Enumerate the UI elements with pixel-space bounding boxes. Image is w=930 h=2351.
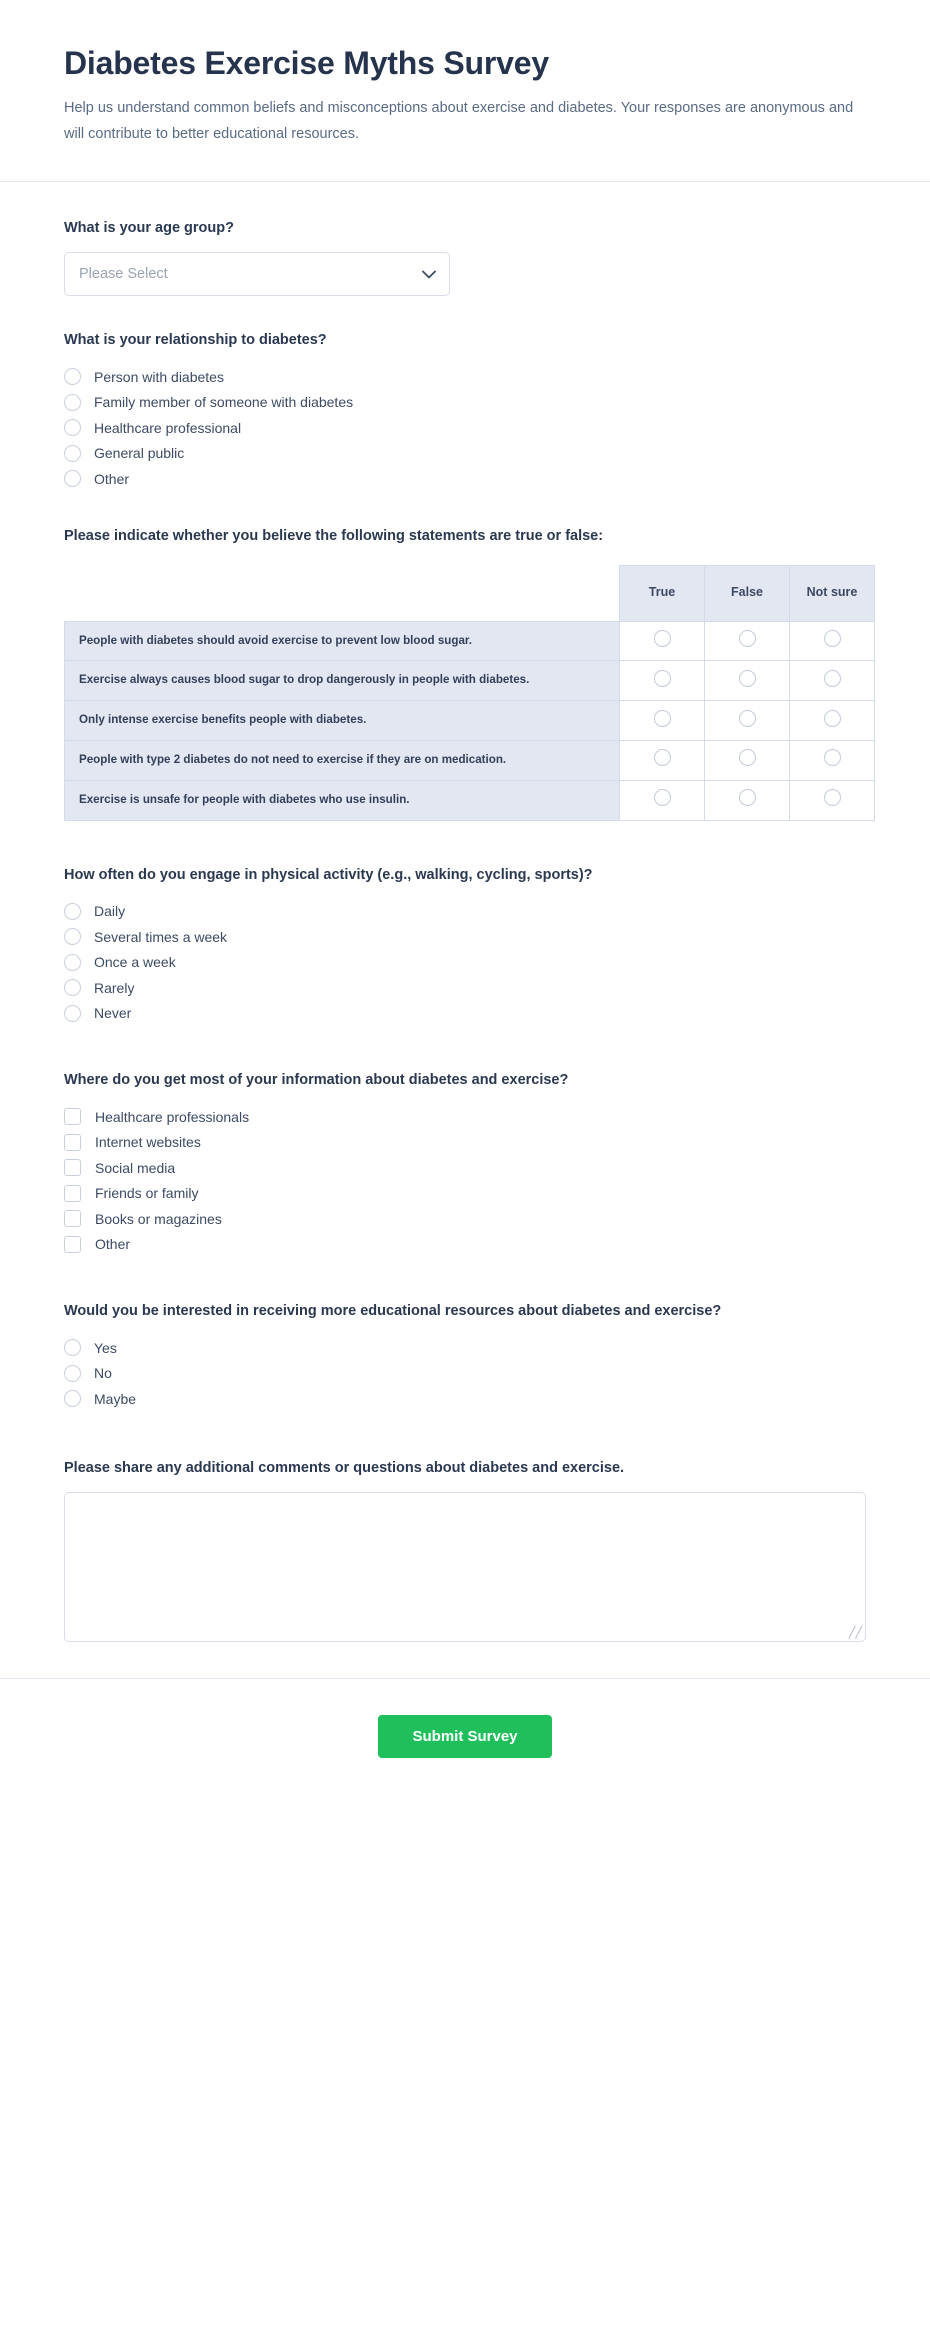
- radio-icon[interactable]: [824, 670, 841, 687]
- checkbox-icon[interactable]: [64, 1108, 81, 1125]
- checkbox-icon[interactable]: [64, 1159, 81, 1176]
- radio-icon[interactable]: [64, 1005, 81, 1022]
- question-information-sources: [64, 1070, 866, 1257]
- table-row: [65, 621, 875, 661]
- radio-icon[interactable]: [654, 710, 671, 727]
- option-label: Friends or family: [95, 1185, 199, 1202]
- submit-survey-button[interactable]: Submit Survey: [378, 1715, 551, 1758]
- option-label: Internet websites: [95, 1134, 201, 1151]
- radio-icon[interactable]: [739, 749, 756, 766]
- checkbox-option[interactable]: [64, 1155, 866, 1181]
- radio-icon[interactable]: [64, 1339, 81, 1356]
- radio-option[interactable]: [64, 364, 866, 390]
- radio-option[interactable]: [64, 899, 866, 925]
- checkbox-option[interactable]: [64, 1232, 866, 1258]
- radio-option[interactable]: [64, 415, 866, 441]
- checkbox-icon[interactable]: [64, 1185, 81, 1202]
- matrix-cell-not-sure[interactable]: [790, 701, 875, 741]
- checkbox-option[interactable]: [64, 1104, 866, 1130]
- matrix-cell-false[interactable]: [705, 661, 790, 701]
- matrix-statement: Exercise is unsafe for people with diabetes who use insulin.: [65, 780, 620, 820]
- checkbox-icon[interactable]: [64, 1134, 81, 1151]
- option-label: Family member of someone with diabetes: [94, 394, 354, 411]
- table-row: [65, 741, 875, 781]
- page-title: Diabetes Exercise Myths Survey: [64, 45, 549, 81]
- form-body: [0, 182, 930, 1642]
- option-label: General public: [94, 445, 185, 462]
- option-label: Yes: [94, 1339, 117, 1356]
- radio-icon[interactable]: [64, 470, 81, 487]
- radio-icon[interactable]: [64, 368, 81, 385]
- relationship-option-list: [64, 364, 866, 492]
- question-label-information-sources: Where do you get most of your information about diabetes and exercise?: [64, 1072, 569, 1089]
- question-label-myths-matrix: Please indicate whether you believe the following statements are true or false:: [64, 527, 604, 544]
- radio-option[interactable]: [64, 1386, 866, 1412]
- question-more-resources: [64, 1301, 866, 1412]
- radio-icon[interactable]: [64, 445, 81, 462]
- option-label: Several times a week: [94, 928, 228, 945]
- option-label: Daily: [94, 903, 126, 920]
- question-relationship: [64, 330, 866, 492]
- information-sources-option-list: [64, 1104, 866, 1257]
- radio-option[interactable]: [64, 950, 866, 976]
- radio-icon[interactable]: [64, 1365, 81, 1382]
- radio-icon[interactable]: [64, 903, 81, 920]
- matrix-statement: People with diabetes should avoid exercise to prevent low blood sugar.: [65, 621, 620, 661]
- checkbox-option[interactable]: [64, 1206, 866, 1232]
- radio-option[interactable]: [64, 1001, 866, 1027]
- matrix-statement: Exercise always causes blood sugar to drop dangerously in people with diabetes.: [65, 661, 620, 701]
- option-label: Healthcare professionals: [95, 1108, 250, 1125]
- comments-textarea[interactable]: [64, 1492, 866, 1642]
- matrix-cell-not-sure[interactable]: [790, 780, 875, 820]
- age-group-select[interactable]: [64, 252, 450, 296]
- radio-icon[interactable]: [654, 670, 671, 687]
- myths-matrix-wrap: [64, 565, 866, 821]
- option-label: Never: [94, 1005, 132, 1022]
- question-comments: [64, 1458, 866, 1642]
- myths-matrix-table: [64, 565, 875, 821]
- matrix-column-header-not-sure: Not sure: [790, 565, 875, 621]
- radio-icon[interactable]: [64, 394, 81, 411]
- option-label: Other: [95, 1236, 131, 1253]
- question-myths-matrix: [64, 526, 866, 821]
- question-label-comments: Please share any additional comments or questions about diabetes and exercise.: [64, 1459, 625, 1476]
- question-age-group: [64, 218, 866, 296]
- matrix-statement: Only intense exercise benefits people with diabetes.: [65, 701, 620, 741]
- matrix-statement: People with type 2 diabetes do not need to exercise if they are on medication.: [65, 741, 620, 781]
- radio-option[interactable]: [64, 441, 866, 467]
- matrix-cell-false[interactable]: [705, 621, 790, 661]
- matrix-cell-true[interactable]: [620, 661, 705, 701]
- option-label: Maybe: [94, 1390, 137, 1407]
- checkbox-option[interactable]: [64, 1181, 866, 1207]
- matrix-cell-true[interactable]: [620, 621, 705, 661]
- matrix-cell-true[interactable]: [620, 701, 705, 741]
- question-activity-frequency: [64, 865, 866, 1027]
- page-subtitle: Help us understand common beliefs and misconceptions about exercise and diabetes. Your responses are anonymous and will contribute to better educational resources.: [64, 100, 854, 142]
- checkbox-icon[interactable]: [64, 1236, 81, 1253]
- activity-frequency-option-list: [64, 899, 866, 1027]
- option-label: Once a week: [94, 954, 176, 971]
- resize-handle-icon[interactable]: ╱╱: [848, 1626, 862, 1639]
- form-header: [0, 0, 930, 182]
- question-label-relationship: What is your relationship to diabetes?: [64, 332, 327, 349]
- radio-icon[interactable]: [654, 749, 671, 766]
- radio-icon[interactable]: [824, 749, 841, 766]
- option-label: Rarely: [94, 979, 135, 996]
- radio-option[interactable]: [64, 466, 866, 492]
- option-label: Person with diabetes: [94, 368, 224, 385]
- radio-icon[interactable]: [64, 419, 81, 436]
- matrix-cell-false[interactable]: [705, 701, 790, 741]
- option-label: Healthcare professional: [94, 419, 242, 436]
- matrix-cell-true[interactable]: [620, 780, 705, 820]
- checkbox-icon[interactable]: [64, 1210, 81, 1227]
- option-label: Other: [94, 470, 130, 487]
- age-group-select-value: Please Select: [79, 266, 168, 283]
- matrix-cell-not-sure[interactable]: [790, 621, 875, 661]
- radio-icon[interactable]: [739, 670, 756, 687]
- matrix-corner-cell: [65, 565, 620, 621]
- table-row: [65, 661, 875, 701]
- radio-option[interactable]: [64, 1361, 866, 1387]
- radio-icon[interactable]: [824, 710, 841, 727]
- matrix-column-header-false: False: [705, 565, 790, 621]
- radio-icon[interactable]: [654, 789, 671, 806]
- option-label: Books or magazines: [95, 1210, 222, 1227]
- radio-icon[interactable]: [64, 979, 81, 996]
- question-label-age-group: What is your age group?: [64, 220, 234, 237]
- age-group-select-wrap: [64, 252, 450, 296]
- matrix-cell-not-sure[interactable]: [790, 741, 875, 781]
- matrix-cell-false[interactable]: [705, 780, 790, 820]
- radio-icon[interactable]: [824, 630, 841, 647]
- radio-icon[interactable]: [739, 789, 756, 806]
- matrix-column-header-true: True: [620, 565, 705, 621]
- table-row: [65, 780, 875, 820]
- radio-option[interactable]: [64, 390, 866, 416]
- checkbox-option[interactable]: [64, 1130, 866, 1156]
- radio-icon[interactable]: [824, 789, 841, 806]
- more-resources-option-list: [64, 1335, 866, 1412]
- question-label-more-resources: Would you be interested in receiving more educational resources about diabetes and exercise?: [64, 1303, 722, 1320]
- radio-option[interactable]: [64, 975, 866, 1001]
- matrix-header-row: [65, 565, 875, 621]
- table-row: [65, 701, 875, 741]
- radio-icon[interactable]: [64, 928, 81, 945]
- radio-option[interactable]: [64, 1335, 866, 1361]
- radio-option[interactable]: [64, 924, 866, 950]
- radio-icon[interactable]: [739, 710, 756, 727]
- matrix-cell-false[interactable]: [705, 741, 790, 781]
- option-label: Social media: [95, 1159, 176, 1176]
- form-footer: [0, 1678, 930, 1798]
- radio-icon[interactable]: [64, 954, 81, 971]
- question-label-activity-frequency: How often do you engage in physical activity (e.g., walking, cycling, sports)?: [64, 866, 593, 883]
- option-label: No: [94, 1365, 112, 1382]
- matrix-cell-true[interactable]: [620, 741, 705, 781]
- radio-icon[interactable]: [64, 1390, 81, 1407]
- radio-icon[interactable]: [654, 630, 671, 647]
- radio-icon[interactable]: [739, 630, 756, 647]
- matrix-cell-not-sure[interactable]: [790, 661, 875, 701]
